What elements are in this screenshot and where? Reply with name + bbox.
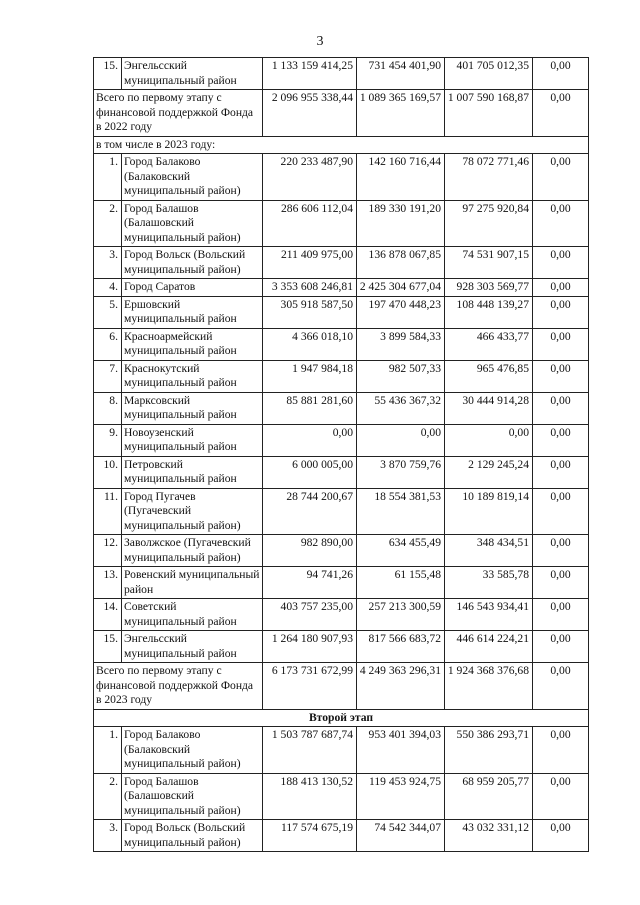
table-row [94,599,589,631]
fund-amount: 74 542 344,07 [357,820,445,852]
regional-budget-amount: 1 924 368 376,68 [445,663,533,710]
total-label: Всего по первому этапу с финансовой поддержкой Фонда в 2023 году [94,663,263,710]
page-number: 3 [316,34,324,49]
regional-budget-amount: 2 129 245,24 [445,456,533,488]
fund-amount: 3 870 759,76 [357,456,445,488]
total-amount: 1 947 984,18 [263,360,357,392]
municipality-name: Красноармейский муниципальный район [122,328,263,360]
funding-table [93,57,589,852]
table-row [94,296,589,328]
table-row [94,154,589,201]
fund-amount: 55 436 367,32 [357,392,445,424]
municipality-name: Ровенский муниципальный район [122,567,263,599]
row-number: 10. [94,456,122,488]
row-number: 2. [94,773,122,820]
local-budget-amount: 0,00 [533,296,589,328]
regional-budget-amount: 446 614 224,21 [445,631,533,663]
municipality-name: Город Саратов [122,279,263,297]
regional-budget-amount: 78 072 771,46 [445,154,533,201]
row-number: 8. [94,392,122,424]
local-budget-amount: 0,00 [533,488,589,535]
table-row [94,709,589,727]
local-budget-amount: 0,00 [533,663,589,710]
table-row [94,773,589,820]
row-number: 12. [94,535,122,567]
municipality-name: Краснокутский муниципальный район [122,360,263,392]
total-amount: 188 413 130,52 [263,773,357,820]
regional-budget-amount: 550 386 293,71 [445,727,533,774]
municipality-name: Советский муниципальный район [122,599,263,631]
total-amount: 6 173 731 672,99 [263,663,357,710]
regional-budget-amount: 348 434,51 [445,535,533,567]
total-amount: 1 133 159 414,25 [263,58,357,90]
regional-budget-amount: 965 476,85 [445,360,533,392]
table-row [94,488,589,535]
regional-budget-amount: 10 189 819,14 [445,488,533,535]
row-number: 5. [94,296,122,328]
total-label: Всего по первому этапу с финансовой поддержкой Фонда в 2022 году [94,90,263,137]
total-amount: 94 741,26 [263,567,357,599]
total-amount: 85 881 281,60 [263,392,357,424]
fund-amount: 197 470 448,23 [357,296,445,328]
municipality-name: Марксовский муниципальный район [122,392,263,424]
regional-budget-amount: 0,00 [445,424,533,456]
total-amount: 982 890,00 [263,535,357,567]
regional-budget-amount: 108 448 139,27 [445,296,533,328]
regional-budget-amount: 146 543 934,41 [445,599,533,631]
table-row [94,360,589,392]
regional-budget-amount: 33 585,78 [445,567,533,599]
municipality-name: Энгельсский муниципальный район [122,58,263,90]
table-row [94,631,589,663]
local-budget-amount: 0,00 [533,328,589,360]
row-number: 15. [94,631,122,663]
municipality-name: Ершовский муниципальный район [122,296,263,328]
row-number: 7. [94,360,122,392]
fund-amount: 18 554 381,53 [357,488,445,535]
table-row [94,58,589,90]
local-budget-amount: 0,00 [533,424,589,456]
fund-amount: 982 507,33 [357,360,445,392]
total-amount: 3 353 608 246,81 [263,279,357,297]
fund-amount: 817 566 683,72 [357,631,445,663]
municipality-name: Город Пугачев (Пугачевский муниципальный район) [122,488,263,535]
fund-amount: 953 401 394,03 [357,727,445,774]
fund-amount: 2 425 304 677,04 [357,279,445,297]
total-amount: 28 744 200,67 [263,488,357,535]
row-number: 9. [94,424,122,456]
total-amount: 1 503 787 687,74 [263,727,357,774]
fund-amount: 119 453 924,75 [357,773,445,820]
section-label: в том числе в 2023 году: [94,136,589,154]
municipality-name: Новоузенский муниципальный район [122,424,263,456]
row-number: 1. [94,727,122,774]
local-budget-amount: 0,00 [533,247,589,279]
total-amount: 1 264 180 907,93 [263,631,357,663]
municipality-name: Город Балашов (Балашовский муниципальный район) [122,200,263,247]
row-number: 6. [94,328,122,360]
table-row [94,820,589,852]
table-row [94,663,589,710]
municipality-name: Город Балаково (Балаковский муниципальный район) [122,727,263,774]
total-amount: 6 000 005,00 [263,456,357,488]
fund-amount: 257 213 300,59 [357,599,445,631]
table-row [94,279,589,297]
total-amount: 286 606 112,04 [263,200,357,247]
regional-budget-amount: 74 531 907,15 [445,247,533,279]
regional-budget-amount: 68 959 205,77 [445,773,533,820]
fund-amount: 0,00 [357,424,445,456]
regional-budget-amount: 466 433,77 [445,328,533,360]
fund-amount: 189 330 191,20 [357,200,445,247]
table-row [94,90,589,137]
table-row [94,535,589,567]
fund-amount: 142 160 716,44 [357,154,445,201]
local-budget-amount: 0,00 [533,599,589,631]
regional-budget-amount: 401 705 012,35 [445,58,533,90]
local-budget-amount: 0,00 [533,820,589,852]
regional-budget-amount: 30 444 914,28 [445,392,533,424]
row-number: 11. [94,488,122,535]
total-amount: 117 574 675,19 [263,820,357,852]
table-row [94,424,589,456]
regional-budget-amount: 97 275 920,84 [445,200,533,247]
row-number: 2. [94,200,122,247]
local-budget-amount: 0,00 [533,154,589,201]
table-row [94,247,589,279]
local-budget-amount: 0,00 [533,456,589,488]
local-budget-amount: 0,00 [533,279,589,297]
fund-amount: 4 249 363 296,31 [357,663,445,710]
total-amount: 403 757 235,00 [263,599,357,631]
local-budget-amount: 0,00 [533,535,589,567]
local-budget-amount: 0,00 [533,392,589,424]
table-row [94,392,589,424]
local-budget-amount: 0,00 [533,360,589,392]
row-number: 15. [94,58,122,90]
municipality-name: Город Вольск (Вольский муниципальный район) [122,820,263,852]
local-budget-amount: 0,00 [533,773,589,820]
table-row [94,136,589,154]
municipality-name: Петровский муниципальный район [122,456,263,488]
total-amount: 4 366 018,10 [263,328,357,360]
table-row [94,200,589,247]
total-amount: 0,00 [263,424,357,456]
table-row [94,456,589,488]
total-amount: 2 096 955 338,44 [263,90,357,137]
fund-amount: 136 878 067,85 [357,247,445,279]
municipality-name: Город Балаково (Балаковский муниципальный район) [122,154,263,201]
regional-budget-amount: 1 007 590 168,87 [445,90,533,137]
local-budget-amount: 0,00 [533,631,589,663]
local-budget-amount: 0,00 [533,200,589,247]
municipality-name: Город Вольск (Вольский муниципальный район) [122,247,263,279]
table-row [94,328,589,360]
table-row [94,727,589,774]
row-number: 14. [94,599,122,631]
regional-budget-amount: 43 032 331,12 [445,820,533,852]
row-number: 3. [94,247,122,279]
table-row [94,567,589,599]
total-amount: 220 233 487,90 [263,154,357,201]
municipality-name: Заволжское (Пугачевский муниципальный район) [122,535,263,567]
total-amount: 305 918 587,50 [263,296,357,328]
row-number: 1. [94,154,122,201]
fund-amount: 3 899 584,33 [357,328,445,360]
row-number: 13. [94,567,122,599]
local-budget-amount: 0,00 [533,58,589,90]
fund-amount: 634 455,49 [357,535,445,567]
row-number: 3. [94,820,122,852]
local-budget-amount: 0,00 [533,567,589,599]
local-budget-amount: 0,00 [533,90,589,137]
municipality-name: Город Балашов (Балашовский муниципальный район) [122,773,263,820]
municipality-name: Энгельсский муниципальный район [122,631,263,663]
total-amount: 211 409 975,00 [263,247,357,279]
fund-amount: 61 155,48 [357,567,445,599]
regional-budget-amount: 928 303 569,77 [445,279,533,297]
local-budget-amount: 0,00 [533,727,589,774]
fund-amount: 731 454 401,90 [357,58,445,90]
row-number: 4. [94,279,122,297]
stage-heading: Второй этап [94,709,589,727]
fund-amount: 1 089 365 169,57 [357,90,445,137]
